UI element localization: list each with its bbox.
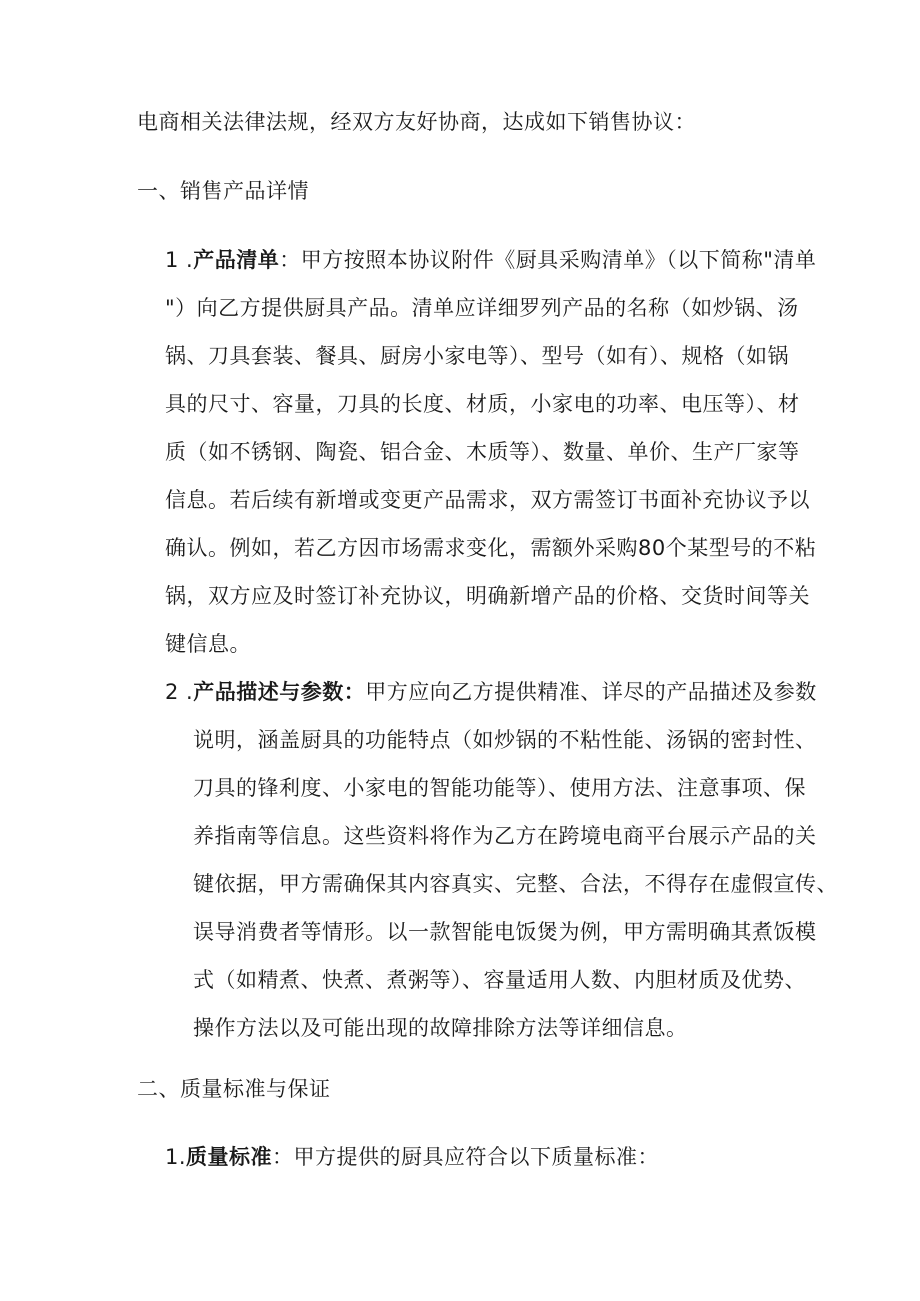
item-1-line-2: 锅、刀具套装、餐具、厨房小家电等）、型号（如有）、规格（如锅 <box>165 344 789 368</box>
item-2-line-1: 说明，涵盖厨具的功能特点（如炒锅的不粘性能、汤锅的密封性、 <box>193 728 817 752</box>
intro-paragraph: 电商相关法律法规，经双方友好协商，达成如下销售协议： <box>137 110 696 134</box>
item-2-number: 2 . <box>165 680 194 704</box>
item-1-line-6: 确认。例如，若乙方因市场需求变化，需额外采购80个某型号的不粘 <box>165 536 817 560</box>
item-1-line-0: 甲方按照本协议附件《厨具采购清单》（以下简称"清单 <box>300 248 817 272</box>
item-2-line-2: 刀具的锋利度、小家电的智能功能等）、使用方法、注意事项、保 <box>193 776 806 800</box>
item-1-line-8: 键信息。 <box>165 632 251 656</box>
item-1-title: 产品清单 <box>193 248 280 272</box>
item-2-line-0: 甲方应向乙方提供精准、详尽的产品描述及参数 <box>365 680 817 704</box>
section-2-item-1-title: 质量标准 <box>186 1145 273 1169</box>
item-1-line-3: 具的尺寸、容量，刀具的长度、材质，小家电的功率、电压等）、材 <box>165 392 800 416</box>
item-1-line-1: "）向乙方提供厨具产品。清单应详细罗列产品的名称（如炒锅、汤 <box>165 296 799 320</box>
section-2-item-1 <box>165 1142 659 1172</box>
item-2-line-6: 式（如精煮、快煮、煮粥等）、容量适用人数、内胆材质及优势、 <box>193 968 806 992</box>
item-1-first-line <box>165 245 816 275</box>
section-1-heading: 一、销售产品详情 <box>137 179 309 203</box>
section-2-heading: 二、质量标准与保证 <box>137 1077 331 1101</box>
item-1-line-4: 质（如不锈钢、陶瓷、铝合金、木质等）、数量、单价、生产厂家等 <box>165 440 800 464</box>
item-2-title: 产品描述与参数： <box>193 680 366 704</box>
item-1-separator: ： <box>279 248 301 272</box>
section-2-item-1-number: 1. <box>165 1145 187 1169</box>
item-1-line-7: 锅，双方应及时签订补充协议，明确新增产品的价格、交货时间等关 <box>165 584 810 608</box>
item-1-number: 1 . <box>165 248 194 272</box>
item-2-line-3: 养指南等信息。这些资料将作为乙方在跨境电商平台展示产品的关 <box>193 824 817 848</box>
item-2-first-line <box>165 677 817 707</box>
section-2-item-1-text: ：甲方提供的厨具应符合以下质量标准： <box>272 1145 660 1169</box>
item-2-line-5: 误导消费者等情形。以一款智能电饭煲为例，甲方需明确其煮饭模 <box>193 920 817 944</box>
item-2-line-7: 操作方法以及可能出现的故障排除方法等详细信息。 <box>193 1016 688 1040</box>
item-2-line-4: 键依据，甲方需确保其内容真实、完整、合法，不得存在虚假宣传、 <box>193 872 838 896</box>
item-1-line-5: 信息。若后续有新增或变更产品需求，双方需签订书面补充协议予以 <box>165 488 810 512</box>
